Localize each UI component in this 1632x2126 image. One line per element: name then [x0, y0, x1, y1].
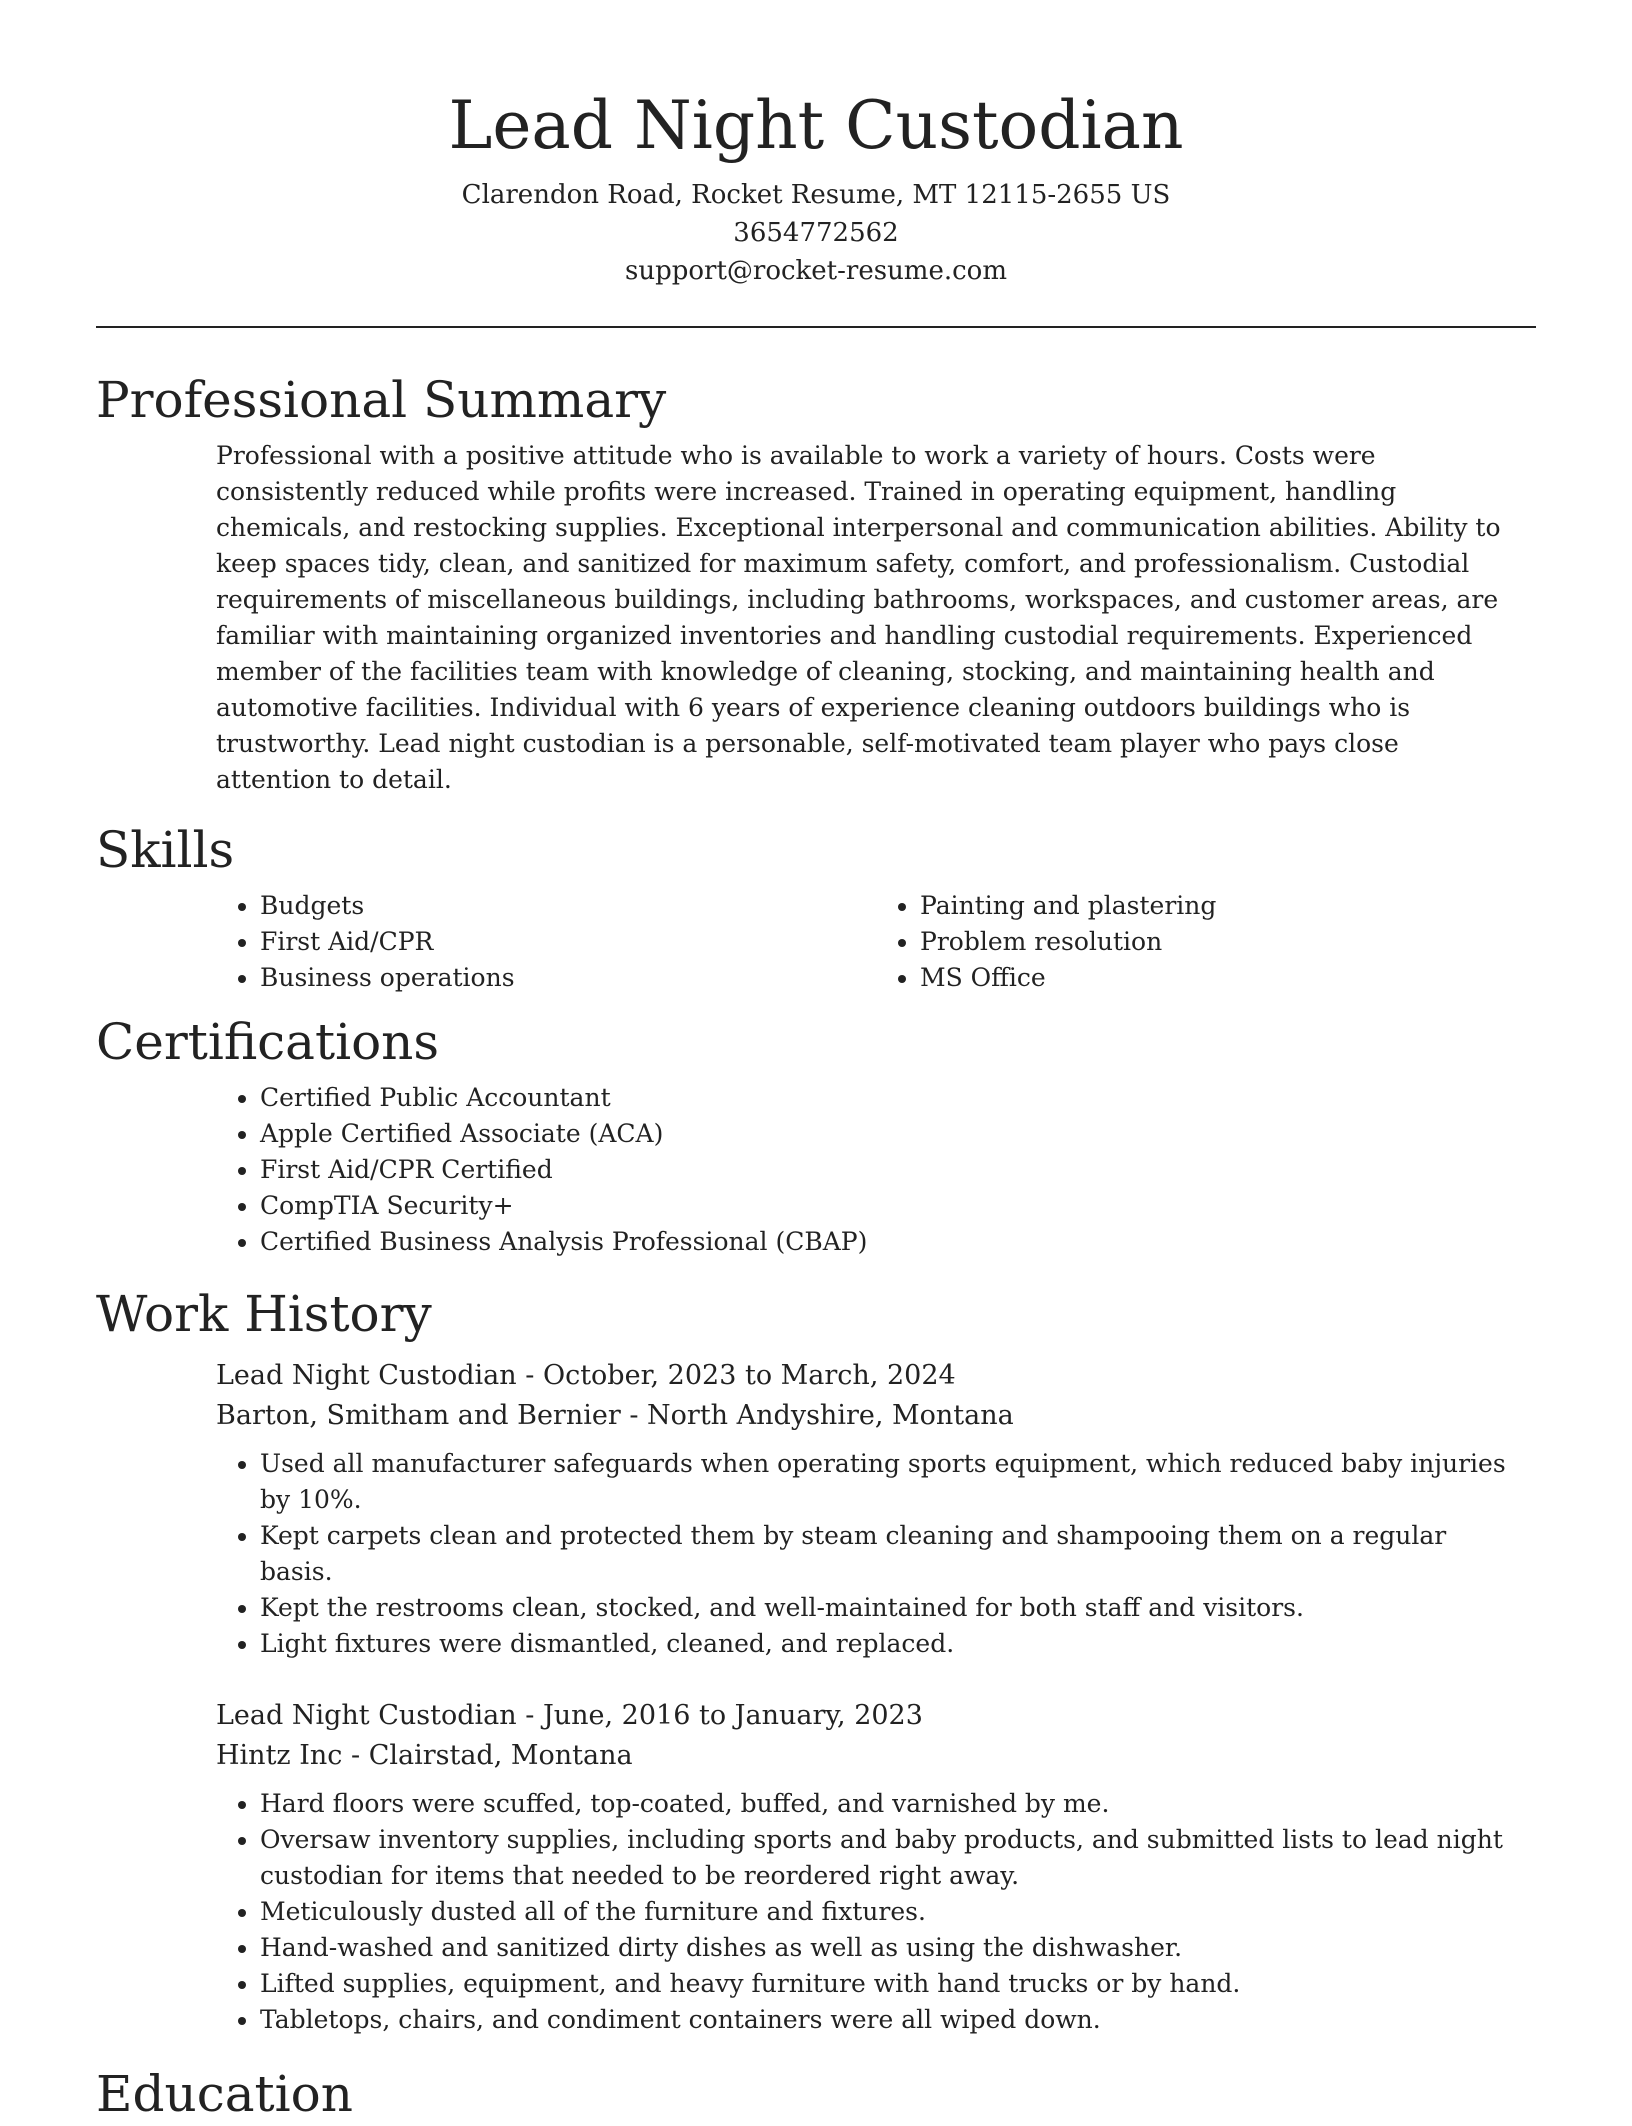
certifications-heading: Certifications: [96, 1013, 440, 1071]
skill-item: • Problem resolution: [920, 924, 1536, 960]
skill-item: • Painting and plastering: [920, 888, 1536, 924]
skills-section: [96, 818, 1536, 996]
certification-item: • Apple Certified Associate (ACA): [260, 1116, 1536, 1152]
summary-heading: Professional Summary: [96, 371, 667, 429]
job-duty: • Meticulously dusted all of the furniture and fixtures.: [260, 1894, 1536, 1930]
job-title-dates: Lead Night Custodian - June, 2016 to January, 2023: [216, 1700, 923, 1731]
job-duty: • Tabletops, chairs, and condiment containers were all wiped down.: [260, 2002, 1536, 2038]
header-divider: [96, 326, 1536, 328]
resume-header: [96, 0, 1536, 290]
job-duty: • Kept the restrooms clean, stocked, and well-maintained for both staff and visitors.: [260, 1590, 1536, 1626]
job-company-location: Barton, Smitham and Bernier - North Andyshire, Montana: [216, 1400, 1014, 1431]
certification-item: • Certified Public Accountant: [260, 1080, 1536, 1116]
contact-info: [96, 176, 1536, 290]
job-duty: • Lifted supplies, equipment, and heavy furniture with hand trucks or by hand.: [260, 1966, 1536, 2002]
skill-item: • Business operations: [260, 960, 876, 996]
job-duties-list: [216, 1446, 1536, 1662]
job-duty: • Kept carpets clean and protected them by steam cleaning and shampooing them on a regular basis.: [260, 1518, 1536, 1590]
job-duty: • Used all manufacturer safeguards when operating sports equipment, which reduced baby injuries by 10%.: [260, 1446, 1536, 1518]
skill-item: • First Aid/CPR: [260, 924, 876, 960]
contact-email: support@rocket-resume.com: [624, 256, 1007, 286]
certification-item: • First Aid/CPR Certified: [260, 1152, 1536, 1188]
summary-text: Professional with a positive attitude who is available to work a variety of hours. Costs were consistently reduced while profits were increased. Trained in operating equipment, handling chemicals, and restocking supplies. Exceptional interpersonal and communication abilities. Ability to keep spaces tidy, clean, and sanitized for maximum safety, comfort, and professionalism. Custodial requirements of miscellaneous buildings, including bathrooms, workspaces, and customer areas, are familiar with maintaining organized inventories and handling custodial requirements. Experienced member of the facilities team with knowledge of cleaning, stocking, and maintaining health and automotive facilities. Individual with 6 years of experience cleaning outdoors buildings who is trustworthy. Lead night custodian is a personable, self-motivated team player who pays close attention to detail.: [216, 441, 1501, 794]
certifications-section: [96, 1010, 1536, 1260]
skills-columns: [216, 888, 1536, 996]
job-duty: • Oversaw inventory supplies, including sports and baby products, and submitted lists to lead night custodian for items that needed to be reordered right away.: [260, 1822, 1536, 1894]
skills-heading: Skills: [96, 821, 235, 879]
skills-list-right: [876, 888, 1536, 996]
skills-list-left: [216, 888, 876, 996]
certification-item: • CompTIA Security+: [260, 1188, 1536, 1224]
job-title-dates: Lead Night Custodian - October, 2023 to March, 2024: [216, 1360, 956, 1391]
contact-phone: 3654772562: [733, 218, 899, 248]
contact-address: Clarendon Road, Rocket Resume, MT 12115-2655 US: [461, 180, 1171, 210]
certifications-list: [216, 1080, 1536, 1260]
work-history-heading: Work History: [96, 1285, 432, 1343]
education-section: [96, 2062, 1536, 2126]
job-company-location: Hintz Inc - Clairstad, Montana: [216, 1740, 633, 1771]
job-entry: [216, 1356, 1536, 1662]
candidate-name: Lead Night Custodian: [448, 87, 1184, 164]
certification-item: • Certified Business Analysis Professional (CBAP): [260, 1224, 1536, 1260]
job-duties-list: [216, 1786, 1536, 2038]
summary-section: [96, 368, 1536, 798]
work-history-section: [96, 1282, 1536, 2038]
job-duty: • Hard floors were scuffed, top-coated, buffed, and varnished by me.: [260, 1786, 1536, 1822]
education-heading: Education: [96, 2065, 353, 2123]
skill-item: • MS Office: [920, 960, 1536, 996]
job-duty: • Hand-washed and sanitized dirty dishes as well as using the dishwasher.: [260, 1930, 1536, 1966]
resume-page: [96, 0, 1536, 2126]
job-duty: • Light fixtures were dismantled, cleaned, and replaced.: [260, 1626, 1536, 1662]
skill-item: • Budgets: [260, 888, 876, 924]
job-entry: [216, 1696, 1536, 2038]
